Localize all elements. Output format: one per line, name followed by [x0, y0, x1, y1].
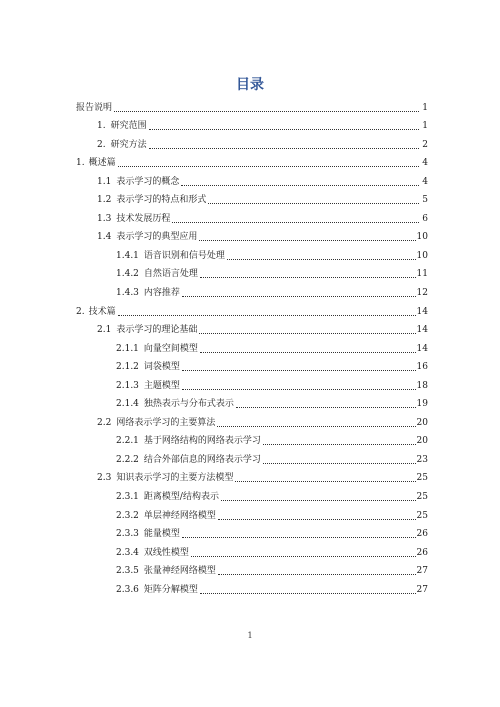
toc-entry-number: 1.4 — [97, 232, 112, 243]
toc-entry-number: 2.3.2 — [116, 510, 139, 521]
toc-entry[interactable] — [76, 522, 428, 541]
toc-entry-label: 知识表示学习的主要方法模型 — [116, 473, 234, 484]
toc-entry-label: 表示学习的特点和形式 — [116, 195, 207, 206]
toc-entry-page: 20 — [416, 417, 428, 428]
toc-entry[interactable] — [76, 299, 428, 318]
toc-entry-label: 内容推荐 — [143, 288, 180, 299]
toc-entry-label: 主题模型 — [143, 380, 180, 391]
toc-entry-page: 25 — [416, 510, 428, 521]
toc-dot-leader — [236, 407, 416, 408]
toc-entry[interactable] — [76, 466, 428, 485]
toc-dot-leader — [181, 185, 419, 186]
toc-entry[interactable] — [76, 243, 428, 262]
toc-entry-label: 技术篇 — [88, 306, 116, 317]
toc-entry[interactable] — [76, 410, 428, 429]
toc-entry[interactable] — [76, 503, 428, 522]
toc-entry-page: 10 — [416, 232, 428, 243]
toc-dot-leader — [172, 222, 419, 223]
toc-entry-number: 1.1 — [97, 176, 112, 187]
toc-entry-page: 14 — [416, 343, 428, 354]
toc-entry[interactable] — [76, 540, 428, 559]
toc-dot-leader — [217, 426, 415, 427]
toc-entry[interactable] — [76, 206, 428, 225]
toc-entry-number: 1.4.1 — [116, 250, 139, 261]
toc-dot-leader — [200, 352, 416, 353]
toc-entry-label: 向量空间模型 — [143, 343, 198, 354]
toc-entry-label: 词袋模型 — [143, 362, 180, 373]
toc-entry-label: 研究方法 — [110, 139, 147, 150]
toc-entry-page: 1 — [422, 102, 428, 113]
toc-dot-leader — [114, 111, 419, 112]
toc-entry-page: 1 — [422, 121, 428, 132]
toc-entry-page: 19 — [416, 399, 428, 410]
toc-entry-number: 1.3 — [97, 213, 112, 224]
toc-dot-leader — [182, 296, 416, 297]
toc-entry[interactable] — [76, 336, 428, 355]
toc-entry-label: 结合外部信息的网络表示学习 — [143, 454, 261, 465]
toc-entry[interactable] — [76, 225, 428, 244]
toc-entry-number: 2.3.6 — [116, 584, 139, 595]
toc-entry-label: 自然语言处理 — [143, 269, 198, 280]
toc-entry-number: 2.3.1 — [116, 492, 139, 503]
toc-entry-page: 5 — [422, 195, 428, 206]
toc-dot-leader — [199, 240, 415, 241]
toc-entry-label: 网络表示学习的主要算法 — [116, 417, 216, 428]
toc-dot-leader — [263, 444, 416, 445]
toc-entry-number: 2.3.3 — [116, 529, 139, 540]
toc-entry-page: 16 — [416, 362, 428, 373]
toc-entry-label: 单层神经网络模型 — [143, 510, 216, 521]
toc-entry-number: 2.1.3 — [116, 380, 139, 391]
toc-entry-number: 2. — [97, 139, 106, 150]
toc-dot-leader — [199, 333, 415, 334]
toc-entry-page: 25 — [416, 492, 428, 503]
table-of-contents — [76, 95, 428, 596]
toc-entry-page: 12 — [416, 288, 428, 299]
toc-entry-label: 矩阵分解模型 — [143, 584, 198, 595]
toc-entry[interactable] — [76, 577, 428, 596]
toc-dot-leader — [191, 556, 416, 557]
toc-entry-number: 2.3.5 — [116, 566, 139, 577]
toc-dot-leader — [263, 463, 416, 464]
toc-entry[interactable] — [76, 318, 428, 337]
toc-dot-leader — [227, 259, 416, 260]
toc-entry-number: 2.1 — [97, 325, 112, 336]
toc-entry-page: 20 — [416, 436, 428, 447]
toc-entry-page: 14 — [416, 325, 428, 336]
toc-entry[interactable] — [76, 132, 428, 151]
toc-entry-number: 2.1.4 — [116, 399, 139, 410]
toc-entry-page: 26 — [416, 547, 428, 558]
toc-entry-label: 独热表示与分布式表示 — [143, 399, 234, 410]
toc-entry[interactable] — [76, 280, 428, 299]
toc-dot-leader — [118, 166, 419, 167]
toc-dot-leader — [200, 593, 416, 594]
toc-entry-page: 23 — [416, 454, 428, 465]
toc-dot-leader — [118, 315, 416, 316]
toc-entry-label: 语音识别和信号处理 — [143, 250, 225, 261]
toc-entry-label: 表示学习的概念 — [116, 176, 180, 187]
toc-entry-label: 表示学习的典型应用 — [116, 232, 198, 243]
toc-dot-leader — [182, 370, 416, 371]
toc-entry[interactable] — [76, 95, 428, 114]
toc-entry[interactable] — [76, 559, 428, 578]
toc-entry[interactable] — [76, 429, 428, 448]
toc-dot-leader — [218, 519, 416, 520]
toc-entry-page: 26 — [416, 529, 428, 540]
toc-entry-page: 2 — [422, 139, 428, 150]
toc-dot-leader — [218, 574, 416, 575]
toc-dot-leader — [149, 129, 419, 130]
toc-entry-number: 2.2 — [97, 417, 112, 428]
toc-entry-page: 27 — [416, 584, 428, 595]
toc-dot-leader — [182, 537, 416, 538]
toc-entry[interactable] — [76, 114, 428, 133]
toc-entry[interactable] — [76, 484, 428, 503]
toc-entry-label: 研究范围 — [110, 121, 147, 132]
toc-entry-number: 2.2.1 — [116, 436, 139, 447]
toc-entry-label: 基于网络结构的网络表示学习 — [143, 436, 261, 447]
toc-entry-page: 6 — [422, 213, 428, 224]
toc-entry[interactable] — [76, 355, 428, 374]
toc-entry-label: 表示学习的理论基础 — [116, 325, 198, 336]
toc-entry-number: 2. — [76, 306, 85, 317]
toc-entry-number: 2.2.2 — [116, 454, 139, 465]
page-number: 1 — [247, 631, 253, 640]
toc-entry[interactable] — [76, 169, 428, 188]
toc-entry-page: 10 — [416, 250, 428, 261]
toc-entry[interactable] — [76, 151, 428, 170]
toc-entry[interactable] — [76, 447, 428, 466]
toc-entry-page: 27 — [416, 566, 428, 577]
toc-entry-page: 4 — [422, 176, 428, 187]
toc-entry-number: 2.1.2 — [116, 362, 139, 373]
toc-entry-label: 距离模型/结构表示 — [143, 492, 219, 503]
toc-entry-number: 2.3 — [97, 473, 112, 484]
toc-entry-number: 2.1.1 — [116, 343, 139, 354]
toc-entry-label: 技术发展历程 — [116, 213, 171, 224]
toc-entry[interactable] — [76, 373, 428, 392]
toc-entry-page: 25 — [416, 473, 428, 484]
toc-entry-page: 4 — [422, 158, 428, 169]
toc-dot-leader — [221, 500, 416, 501]
toc-entry-number: 1. — [97, 121, 106, 132]
toc-entry-label: 报告说明 — [76, 102, 113, 113]
toc-entry-number: 1.4.2 — [116, 269, 139, 280]
toc-entry-page: 14 — [416, 306, 428, 317]
toc-entry-number: 1.2 — [97, 195, 112, 206]
toc-entry-number: 1. — [76, 158, 85, 169]
toc-dot-leader — [182, 389, 416, 390]
toc-dot-leader — [235, 481, 415, 482]
toc-dot-leader — [200, 277, 416, 278]
toc-dot-leader — [149, 148, 419, 149]
toc-entry[interactable] — [76, 392, 428, 411]
toc-entry-label: 双线性模型 — [143, 547, 189, 558]
toc-title: 目录 — [236, 77, 264, 93]
toc-entry[interactable] — [76, 188, 428, 207]
toc-entry-label: 能量模型 — [143, 529, 180, 540]
toc-entry-label: 张量神经网络模型 — [143, 566, 216, 577]
toc-entry-number: 1.4.3 — [116, 288, 139, 299]
toc-entry-page: 11 — [416, 269, 428, 280]
toc-dot-leader — [208, 203, 419, 204]
toc-entry[interactable] — [76, 262, 428, 281]
toc-entry-number: 2.3.4 — [116, 547, 139, 558]
toc-entry-label: 概述篇 — [88, 158, 116, 169]
toc-entry-page: 18 — [416, 380, 428, 391]
